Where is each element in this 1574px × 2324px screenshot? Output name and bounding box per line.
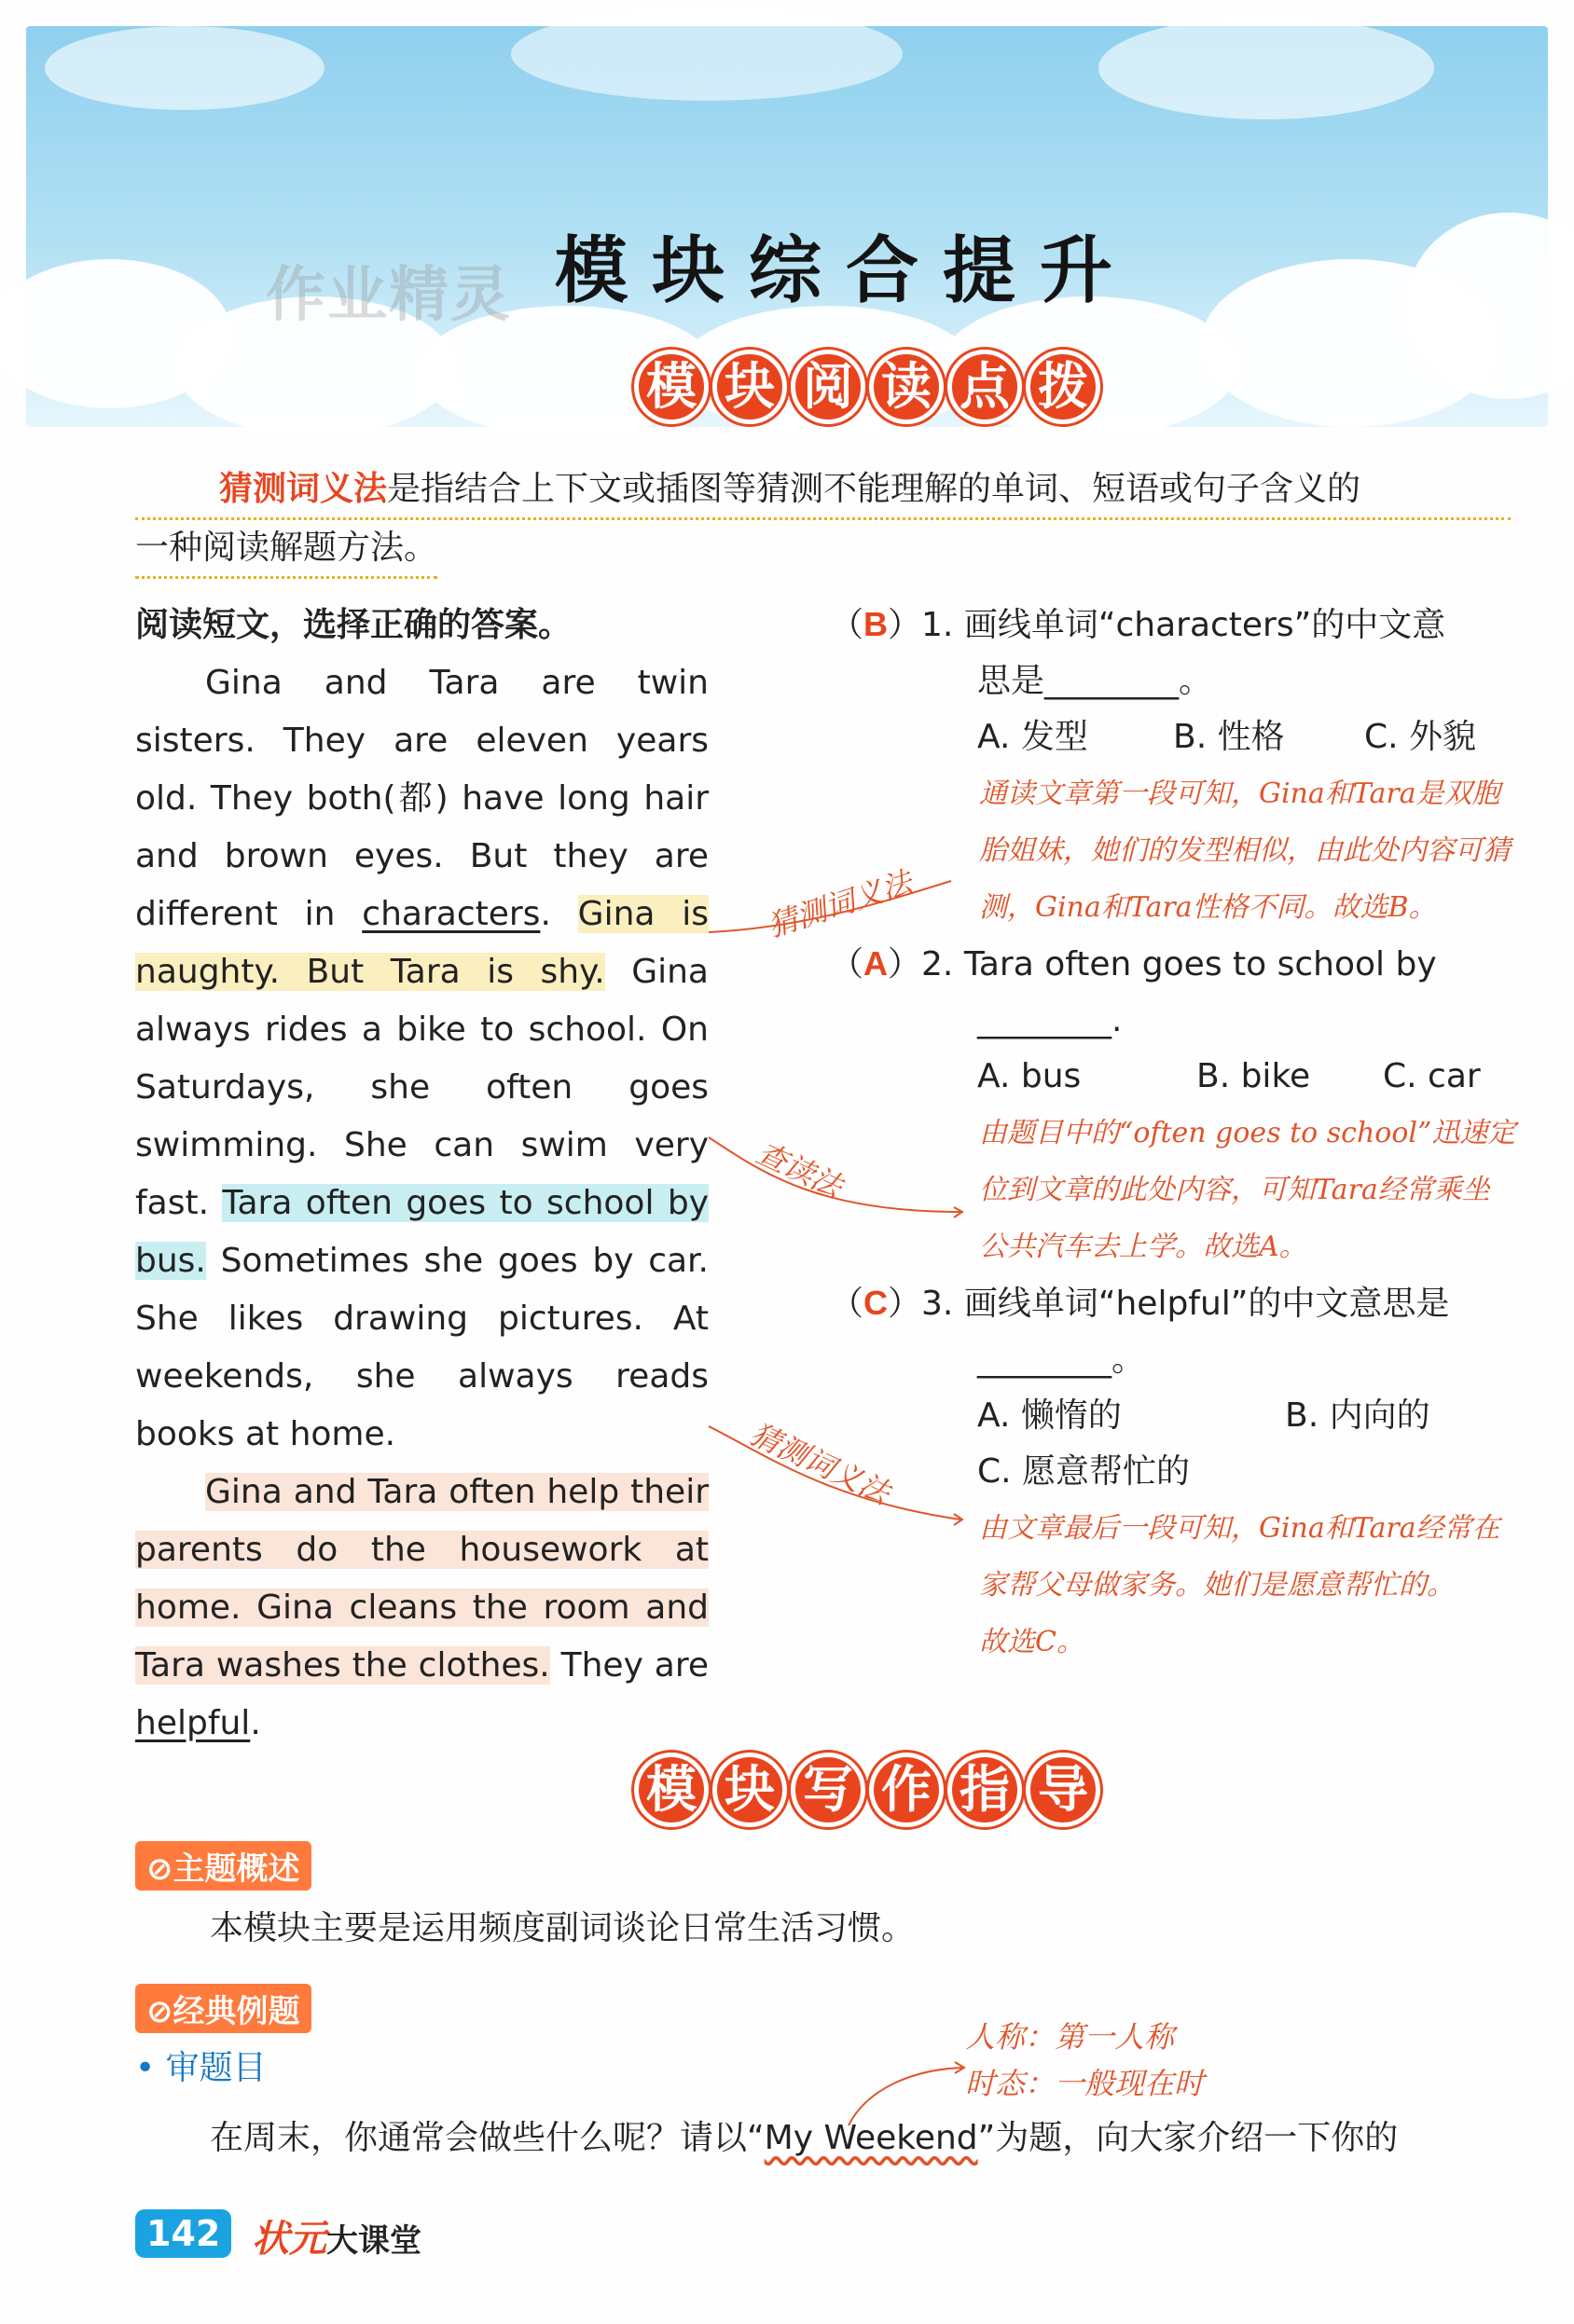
prompt-title: My Weekend bbox=[764, 2119, 978, 2157]
question-stem: 2. Tara often goes to school by bbox=[921, 945, 1437, 983]
option: C. car bbox=[1383, 1057, 1481, 1095]
brand-text: 状元 bbox=[252, 2218, 326, 2261]
underlined-word-helpful: helpful bbox=[135, 1704, 251, 1742]
explanation-line: 家帮父母做家务。她们是愿意帮忙的。 bbox=[979, 1569, 1455, 1602]
method-keyword: 猜测词义法 bbox=[219, 470, 388, 508]
question-2 bbox=[830, 936, 1520, 1275]
option: A. 懒惰的 bbox=[977, 1396, 1122, 1435]
brand-text: 大课堂 bbox=[326, 2222, 421, 2260]
method-intro bbox=[135, 461, 1511, 579]
title-char: 导 bbox=[1026, 1753, 1100, 1827]
theme-text: 本模块主要是运用频度副词谈论日常生活习惯。 bbox=[210, 1909, 916, 1947]
option-row bbox=[830, 709, 1520, 765]
passage-text: Gina and Tara are twin sisters. They are eleven years old. They both(都) have long hair and brown eyes. But they are different in bbox=[135, 664, 709, 933]
answer: C bbox=[863, 1284, 889, 1322]
answer: A bbox=[863, 944, 889, 983]
title-char: 块 bbox=[712, 350, 787, 424]
option: C. 外貌 bbox=[1364, 718, 1477, 756]
highlight-clue: Gina and Tara often help their parents do the housework at home. Gina cleans the room and Tara washes the clothes. bbox=[135, 1473, 709, 1685]
review-label: • 审题目 bbox=[135, 2049, 267, 2087]
title-char: 作 bbox=[869, 1753, 944, 1827]
explanation-line: 通读文章第一段可知，Gina和Tara是双胞 bbox=[979, 777, 1500, 810]
option: B. bike bbox=[1196, 1057, 1311, 1095]
highlight-clue: Gina is naughty. But Tara is shy. bbox=[135, 895, 709, 991]
passage-text: . bbox=[540, 895, 578, 933]
writing-section-title bbox=[634, 1753, 1100, 1827]
side-note: 猜测词义法 bbox=[763, 864, 917, 944]
reading-passage bbox=[135, 597, 709, 1753]
explanation bbox=[830, 1500, 1520, 1671]
annotation-person: 人称：第一人称 bbox=[965, 2019, 1175, 2055]
brand-logo bbox=[252, 2209, 421, 2262]
title-char: 点 bbox=[947, 350, 1022, 424]
explanation-line: 胎姐妹，她们的发型相似，由此处内容可猜 bbox=[979, 834, 1511, 867]
watermark: 作业精灵 bbox=[266, 261, 512, 330]
answer-paren: ） bbox=[888, 945, 922, 983]
answer-paren: （ bbox=[830, 606, 864, 644]
option: B. 内向的 bbox=[1285, 1396, 1430, 1435]
passage-text: They are bbox=[549, 1646, 709, 1685]
passage-text: . bbox=[250, 1704, 261, 1742]
example-badge: ⊘经典例题 bbox=[135, 1984, 311, 2033]
prompt-text: 在周末，你通常会做些什么呢？请以“ bbox=[210, 2119, 765, 2157]
answer-paren: ） bbox=[888, 606, 922, 644]
answer-paren: （ bbox=[830, 945, 864, 983]
title-char: 块 bbox=[712, 1753, 787, 1827]
option-row bbox=[830, 1388, 1520, 1444]
intro-text: 是指结合上下文或插图等猜测不能理解的单词、短语或句子含义的 bbox=[387, 470, 1361, 508]
title-char: 指 bbox=[947, 1753, 1022, 1827]
option: A. 发型 bbox=[977, 718, 1088, 756]
answer: B bbox=[863, 605, 889, 643]
title-char: 模 bbox=[634, 350, 709, 424]
question-stem: ________. bbox=[977, 1001, 1123, 1039]
highlight-clue: Tara often goes to school by bus. bbox=[135, 1184, 710, 1280]
page-number: 142 bbox=[135, 2209, 231, 2258]
title-char: 读 bbox=[869, 350, 944, 424]
answer-paren: ） bbox=[888, 1285, 922, 1323]
instruction: 阅读短文，选择正确的答案。 bbox=[135, 606, 573, 644]
passage-text: Sometimes she goes by car. She likes drawing pictures. At weekends, she always reads books at home. bbox=[135, 1242, 709, 1453]
side-note: 猜测词义法 bbox=[744, 1415, 895, 1511]
option: C. 愿意帮忙的 bbox=[977, 1452, 1191, 1491]
question-3 bbox=[830, 1275, 1520, 1671]
intro-text: 一种阅读解题方法。 bbox=[135, 529, 438, 567]
explanation bbox=[830, 765, 1520, 936]
explanation-line: 由文章最后一段可知，Gina和Tara经常在 bbox=[979, 1512, 1500, 1545]
page-title: 模块综合提升 bbox=[555, 229, 1138, 313]
question-stem: 1. 画线单词“characters”的中文意 bbox=[921, 606, 1446, 644]
option: B. 性格 bbox=[1173, 718, 1285, 756]
question-list bbox=[830, 597, 1520, 1671]
explanation-line: 公共汽车去上学。故选A。 bbox=[979, 1231, 1307, 1263]
question-1 bbox=[830, 597, 1520, 936]
answer-paren: （ bbox=[830, 1285, 864, 1323]
question-stem: ________。 bbox=[977, 1341, 1146, 1379]
option-row bbox=[830, 1444, 1520, 1500]
prompt-text: ”为题，向大家介绍一下你的 bbox=[977, 2119, 1399, 2157]
explanation-line: 故选C。 bbox=[979, 1626, 1084, 1658]
option-row bbox=[830, 1049, 1520, 1105]
explanation-line: 位到文章的此处内容，可知Tara经常乘坐 bbox=[979, 1174, 1490, 1206]
option: A. bus bbox=[977, 1057, 1082, 1095]
question-stem: 思是________。 bbox=[977, 662, 1213, 700]
passage-paragraph-1 bbox=[135, 654, 709, 1464]
explanation-line: 由题目中的“often goes to school”迅速定 bbox=[979, 1117, 1516, 1149]
writing-prompt bbox=[210, 2111, 1398, 2159]
theme-badge: ⊘主题概述 bbox=[135, 1841, 311, 1891]
passage-text: Gina always rides a bike to school. On Saturdays, she often goes swimming. She can swim very fast. bbox=[135, 953, 709, 1222]
side-note: 查读法 bbox=[751, 1134, 848, 1205]
title-char: 模 bbox=[634, 1753, 709, 1827]
underlined-word-characters: characters bbox=[362, 895, 541, 933]
explanation bbox=[830, 1105, 1520, 1275]
annotation-tense: 时态：一般现在时 bbox=[965, 2066, 1205, 2101]
reading-section-title bbox=[634, 350, 1100, 424]
title-char: 拨 bbox=[1026, 350, 1100, 424]
title-char: 写 bbox=[791, 1753, 865, 1827]
passage-paragraph-2 bbox=[135, 1464, 709, 1753]
title-char: 阅 bbox=[791, 350, 865, 424]
explanation-line: 测，Gina和Tara性格不同。故选B。 bbox=[979, 891, 1437, 924]
question-stem: 3. 画线单词“helpful”的中文意思是 bbox=[921, 1285, 1450, 1323]
